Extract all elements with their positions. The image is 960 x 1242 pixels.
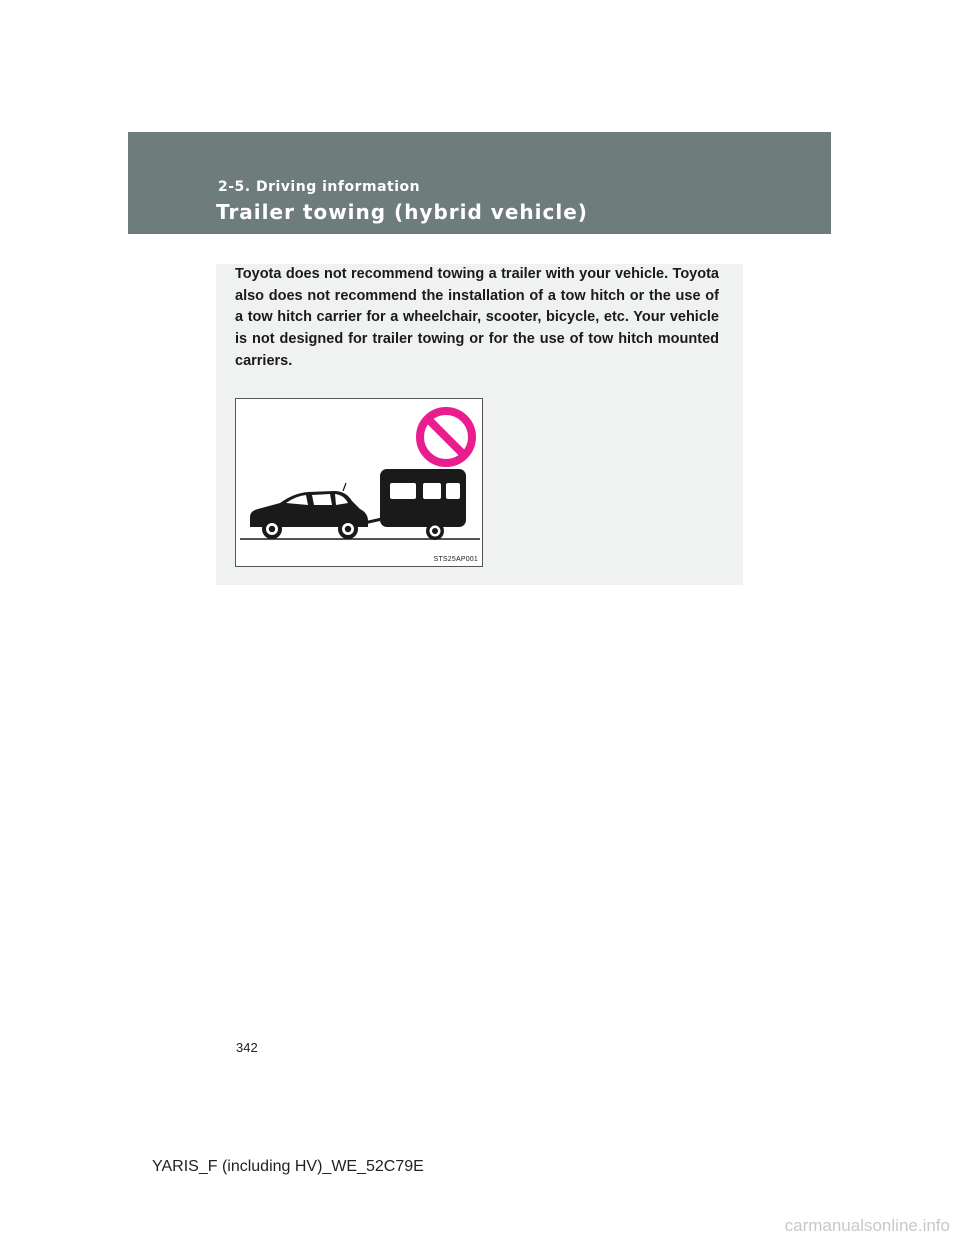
car-icon bbox=[250, 483, 368, 539]
page-title: Trailer towing (hybrid vehicle) bbox=[216, 200, 588, 224]
prohibited-icon bbox=[420, 411, 472, 463]
figure-code: STS25AP001 bbox=[433, 556, 478, 563]
watermark[interactable]: carmanualsonline.info bbox=[784, 1216, 950, 1235]
document-code: YARIS_F (including HV)_WE_52C79E bbox=[152, 1158, 424, 1175]
page-number: 342 bbox=[236, 1040, 258, 1055]
chapter-header bbox=[128, 132, 831, 234]
notice-box bbox=[216, 264, 743, 585]
trailer-icon bbox=[364, 469, 466, 540]
towing-scene bbox=[236, 399, 482, 566]
notice-text: Toyota does not recommend towing a trailer with your vehicle. Toyota also does not recommend the installation of a tow hitch or the use of a tow hitch carrier for a wheelchair, scooter, bicycle, etc. Your vehicle is not designed for trailer towing or for the use of tow hitch mounted carriers. bbox=[235, 266, 719, 369]
section-label: 2-5. Driving information bbox=[218, 179, 421, 195]
towing-illustration bbox=[235, 398, 483, 567]
